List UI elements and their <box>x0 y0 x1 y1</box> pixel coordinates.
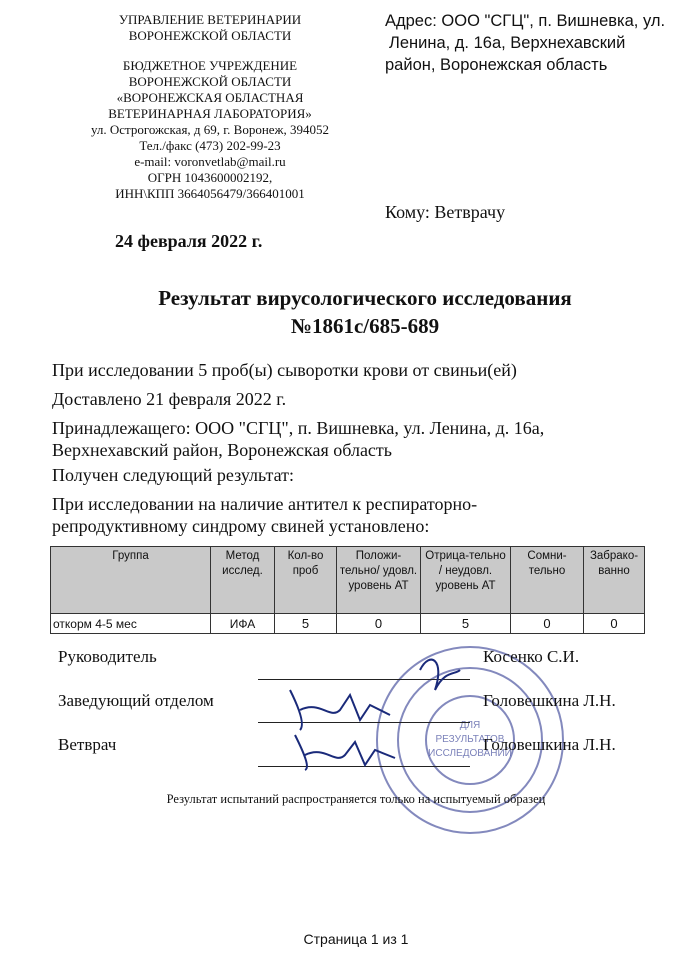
address-line: Адрес: ООО "СГЦ", п. Вишневка, ул. <box>385 12 666 30</box>
address-block <box>385 10 665 76</box>
column-header: Кол-во проб <box>275 547 337 614</box>
results-table <box>50 546 645 634</box>
header-line: УПРАВЛЕНИЕ ВЕТЕРИНАРИИ <box>118 12 302 27</box>
signature-role: Ветврач <box>58 735 117 754</box>
document-date: 24 февраля 2022 г. <box>115 231 263 251</box>
column-header: Забрако-ванно <box>584 547 645 614</box>
header-line: БЮДЖЕТНОЕ УЧРЕЖДЕНИЕ <box>122 58 298 73</box>
signature-name: Головешкина Л.Н. <box>483 691 616 710</box>
column-header: Сомни-тельно <box>511 547 584 614</box>
header-line: ул. Острогожская, д 69, г. Воронеж, 394052 <box>90 122 330 137</box>
header-line: ВОРОНЕЖСКОЙ ОБЛАСТИ <box>128 28 292 43</box>
recipient: Кому: Ветврачу <box>385 202 506 222</box>
column-header: Группа <box>51 547 211 614</box>
cell-doubtful: 0 <box>511 614 584 634</box>
cell-rejected: 0 <box>584 614 645 634</box>
column-header: Положи-тельно/ удовл. уровень АТ <box>337 547 421 614</box>
svg-text:ДЛЯ: ДЛЯ <box>459 720 481 731</box>
table-header-row <box>51 547 645 614</box>
header-line: Тел./факс (473) 202-99-23 <box>139 138 281 153</box>
body-line: Получен следующий результат: <box>52 465 295 485</box>
signature-role: Руководитель <box>58 647 157 666</box>
body-line: При исследовании на наличие антител к респираторно- <box>52 494 478 514</box>
disclaimer: Результат испытаний распространяется только на испытуемый образец <box>166 792 546 806</box>
handwritten-signatures <box>270 650 490 780</box>
signature-role: Заведующий отделом <box>58 691 214 710</box>
title-number: №1861с/685-689 <box>290 314 440 338</box>
cell-negative: 5 <box>421 614 511 634</box>
address-line: Ленина, д. 16а, Верхнехавский <box>389 34 626 52</box>
header-line: e-mail: voronvetlab@mail.ru <box>134 154 286 169</box>
cell-positive: 0 <box>337 614 421 634</box>
svg-text:ИССЛЕДОВАНИЙ: ИССЛЕДОВАНИЙ <box>428 748 512 759</box>
column-header: Метод исслед. <box>211 547 275 614</box>
address-line: район, Воронежская область <box>385 56 608 74</box>
org-header <box>60 12 360 202</box>
cell-group: откорм 4-5 мес <box>51 614 211 634</box>
title-line: Результат вирусологического исследования <box>158 286 572 310</box>
column-header: Отрица-тельно / неудовл. уровень АТ <box>421 547 511 614</box>
body-line: Доставлено 21 февраля 2022 г. <box>52 389 287 409</box>
signature-name: Головешкина Л.Н. <box>483 735 616 754</box>
table-row <box>51 614 645 634</box>
document-title <box>0 284 692 340</box>
cell-count: 5 <box>275 614 337 634</box>
header-line: ИНН\КПП 3664056479/366401001 <box>115 186 305 201</box>
body-line: При исследовании 5 проб(ы) сыворотки крови от свиньи(ей) <box>52 360 517 380</box>
body-line: Принадлежащего: ООО "СГЦ", п. Вишневка, ул. Ленина, д. 16а, <box>52 418 545 438</box>
body-line: Верхнехавский район, Воронежская область <box>52 440 392 460</box>
header-line: ОГРН 1043600002192, <box>147 170 273 185</box>
page-number: Страница 1 из 1 <box>303 931 409 947</box>
header-line: ВЕТЕРИНАРНАЯ ЛАБОРАТОРИЯ» <box>108 106 312 121</box>
body-line: репродуктивному синдрому свиней установлено: <box>52 516 430 536</box>
svg-text:РЕЗУЛЬТАТОВ: РЕЗУЛЬТАТОВ <box>435 734 505 745</box>
cell-method: ИФА <box>211 614 275 634</box>
header-line: ВОРОНЕЖСКОЙ ОБЛАСТИ <box>128 74 292 89</box>
header-line: «ВОРОНЕЖСКАЯ ОБЛАСТНАЯ <box>116 90 304 105</box>
signature-name: Косенко С.И. <box>483 647 580 666</box>
